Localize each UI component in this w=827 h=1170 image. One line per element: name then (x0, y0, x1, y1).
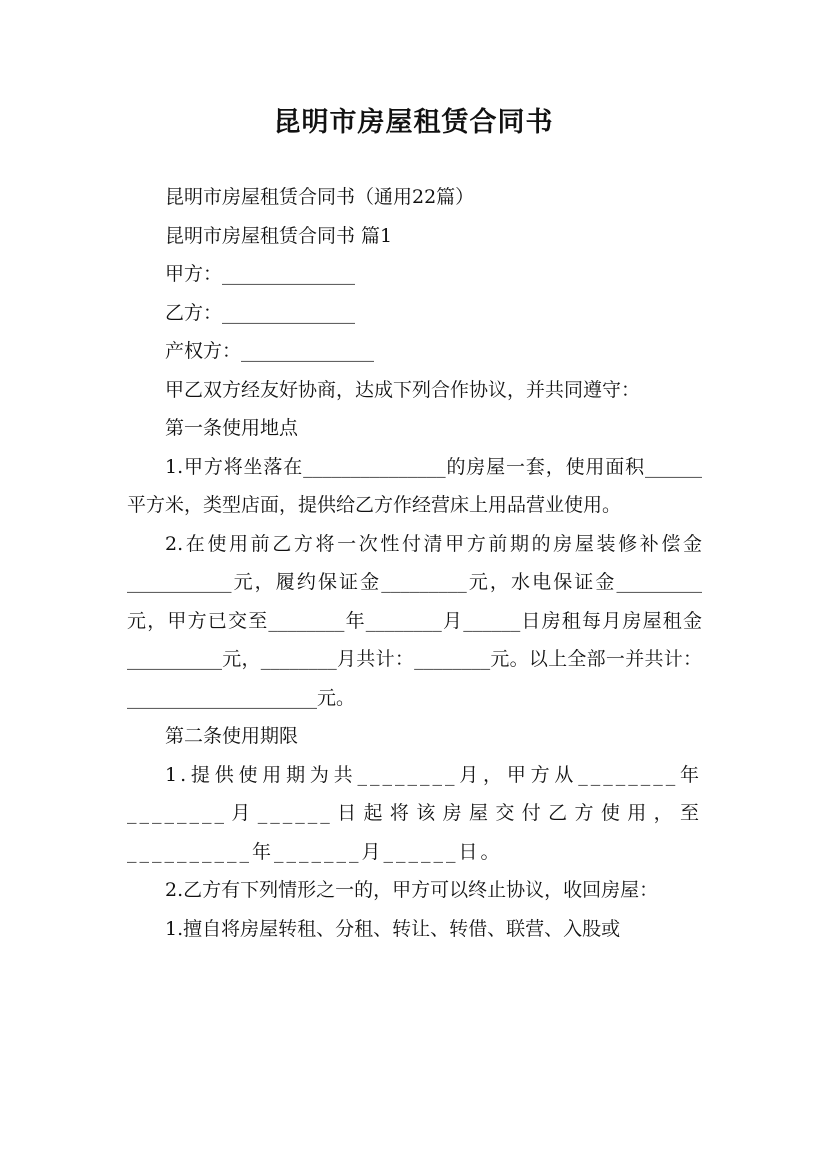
paragraph-party-b: 乙方：______________ (165, 301, 356, 324)
paragraph-article-2-clause-1: 1.擅自将房屋转租、分租、转让、转借、联营、入股或 (165, 917, 621, 940)
paragraph-article-2-item-1: 1.提供使用期为共________月，甲方从________年________月______日起将该房屋交付乙方使用，至__________年_______月______日。 (127, 763, 702, 863)
paragraph-section-heading: 昆明市房屋租赁合同书 篇1 (165, 224, 393, 247)
document-title: 昆明市房屋租赁合同书 (273, 107, 554, 138)
paragraph-article-1-heading: 第一条使用地点 (165, 417, 299, 439)
paragraph-article-1-item-1: 1.甲方将坐落在_______________的房屋一套，使用面积______平方米，类型店面，提供给乙方作经营床上用品营业使用。 (127, 455, 702, 516)
paragraph-agreement-intro: 甲乙双方经友好协商，达成下列合作协议，并共同遵守： (165, 378, 641, 401)
paragraph-party-a: 甲方：______________ (165, 263, 356, 285)
paragraph-article-1-item-2: 2.在使用前乙方将一次性付清甲方前期的房屋装修补偿金___________元，履约保证金_________元，水电保证金_________元，甲方已交至________年________月______日房租每月房屋租金__________元，________月共计：________元。以上全部一并共计：____________________元。 (127, 532, 702, 709)
paragraph-article-2-heading: 第二条使用期限 (165, 725, 299, 747)
paragraph-article-2-item-2: 2.乙方有下列情形之一的，甲方可以终止协议，收回房屋： (165, 879, 659, 901)
document-body (127, 178, 702, 948)
paragraph-subtitle: 昆明市房屋租赁合同书（通用22篇） (165, 186, 475, 208)
paragraph-property-owner: 产权方：______________ (165, 340, 375, 362)
